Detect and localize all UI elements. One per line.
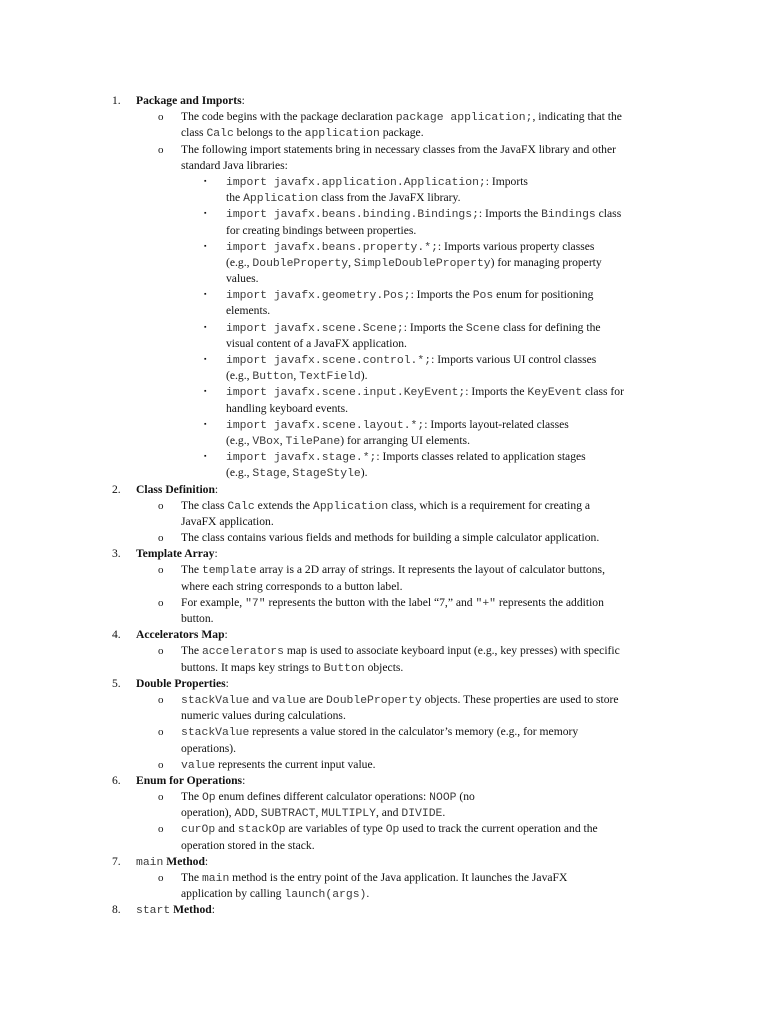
circle-bullet-icon: o — [158, 111, 164, 124]
code-span: import javafx.scene.layout.*; — [226, 419, 425, 432]
text-run: used to track the current operation and the — [399, 822, 598, 836]
sub-bullet-item — [0, 287, 768, 319]
text-run: The class — [181, 498, 228, 512]
text-line — [226, 239, 768, 255]
section-number: 7. — [112, 854, 121, 868]
text-run: , — [315, 806, 322, 820]
text-line — [181, 109, 768, 125]
text-line — [181, 643, 768, 659]
text-line — [181, 530, 768, 546]
circle-bullet-icon: o — [158, 758, 164, 771]
text-run: application by calling — [181, 887, 285, 901]
text-line — [181, 158, 768, 174]
sub-bullet-item — [0, 206, 768, 238]
text-run: package. — [379, 126, 424, 140]
text-line — [226, 417, 768, 433]
bullet-item — [0, 498, 768, 530]
section-heading — [0, 854, 768, 870]
bullet-item — [0, 789, 768, 821]
text-run: , indicating that the — [532, 110, 622, 124]
circle-bullet-icon: o — [158, 791, 164, 804]
code-span: Scene — [465, 322, 501, 335]
text-run: : Imports the — [465, 385, 528, 399]
bullet-item — [0, 821, 768, 853]
text-run: for creating bindings between properties. — [226, 223, 417, 237]
text-line — [181, 125, 768, 141]
circle-bullet-icon: o — [158, 564, 164, 577]
code-span: main — [201, 873, 230, 885]
text-line — [181, 595, 768, 611]
text-line — [226, 401, 768, 417]
code-span: Op — [385, 824, 400, 837]
text-run: (no — [456, 790, 475, 804]
text-run: the — [226, 191, 244, 205]
code-span: DIVIDE — [401, 808, 443, 821]
square-bullet-icon: ▪ — [204, 355, 207, 363]
text-line — [226, 336, 768, 352]
text-run: and — [215, 822, 238, 836]
section-heading — [0, 902, 768, 918]
text-run: : Imports various property classes — [437, 239, 595, 253]
text-run: (e.g., — [226, 255, 253, 269]
square-bullet-icon: ▪ — [204, 452, 207, 461]
square-bullet-icon: ▪ — [204, 241, 207, 250]
text-run: (e.g., — [226, 433, 253, 447]
circle-bullet-icon: o — [158, 143, 164, 156]
section-heading — [0, 93, 768, 109]
sub-bullet-item — [0, 320, 768, 352]
text-line — [226, 303, 768, 319]
bullet-item — [0, 530, 768, 546]
code-span: main — [136, 856, 164, 869]
square-bullet-icon: ▪ — [204, 387, 207, 396]
text-line — [226, 320, 768, 336]
text-run: buttons. It maps key strings to — [181, 660, 324, 674]
code-span: stackValue — [181, 694, 250, 707]
text-line — [226, 223, 768, 239]
bold-text: Method — [166, 854, 205, 868]
text-run: : — [214, 547, 218, 561]
sub-bullet-item — [0, 174, 768, 206]
text-line — [181, 741, 768, 757]
text-run: ). — [360, 369, 368, 383]
square-bullet-icon: ▪ — [204, 176, 207, 185]
code-span: Pos — [472, 290, 494, 303]
text-line — [181, 514, 768, 530]
section-number: 8. — [112, 903, 121, 917]
text-line — [136, 773, 768, 789]
text-run: class — [181, 126, 207, 140]
text-run: represents the current input value. — [215, 757, 376, 771]
section-number: 1. — [112, 94, 121, 107]
text-run: The class contains various fields and methods for building a simple calculator application. — [181, 531, 600, 545]
text-run: method is the entry point of the Java application. It launches the JavaFX — [229, 871, 568, 884]
text-run: , and — [375, 806, 402, 820]
bullet-item — [0, 757, 768, 773]
code-span: import javafx.scene.Scene; — [226, 322, 404, 335]
text-line — [181, 821, 768, 837]
circle-bullet-icon: o — [158, 693, 164, 706]
section-number: 3. — [112, 547, 121, 561]
code-span: Calc — [206, 128, 234, 141]
text-run: class for defining the — [500, 320, 601, 334]
text-run: map is used to associate keyboard input (e.g., key presses) with specific — [283, 644, 620, 658]
code-span: template — [201, 565, 257, 578]
text-run: The — [181, 871, 202, 884]
text-line — [136, 93, 768, 109]
text-run: operation stored in the stack. — [181, 838, 315, 852]
text-line — [136, 676, 768, 692]
text-run: : — [225, 676, 229, 690]
code-span: accelerators — [201, 646, 284, 659]
sub-bullet-item — [0, 417, 768, 449]
bullet-item — [0, 562, 768, 594]
text-line — [181, 757, 768, 773]
text-line — [181, 562, 768, 578]
text-run: class — [595, 207, 622, 221]
text-run: operations). — [181, 741, 237, 755]
text-line — [181, 789, 768, 805]
text-line — [226, 384, 768, 400]
code-span: SimpleDoubleProperty — [353, 257, 491, 270]
bold-text: Method — [173, 903, 212, 917]
section-number: 6. — [112, 773, 121, 787]
text-run: operation), — [181, 806, 235, 820]
section-heading — [0, 676, 768, 692]
text-run: handling keyboard events. — [226, 401, 349, 415]
text-run: represents the addition — [496, 595, 604, 609]
code-span: Calc — [227, 500, 255, 513]
text-line — [181, 870, 768, 886]
text-line — [136, 627, 768, 643]
code-span: import javafx.beans.property.*; — [226, 241, 438, 254]
bullet-item — [0, 109, 768, 141]
text-line — [226, 449, 768, 465]
text-line — [136, 546, 768, 562]
text-line — [181, 708, 768, 724]
code-span: value — [181, 759, 216, 772]
square-bullet-icon: ▪ — [204, 209, 207, 218]
circle-bullet-icon: o — [158, 532, 164, 545]
code-span: DoubleProperty — [326, 694, 422, 707]
section-number: 4. — [112, 628, 121, 642]
document-body — [0, 93, 768, 919]
text-run: : Imports — [485, 174, 528, 188]
text-run: values. — [226, 272, 259, 286]
code-span: Application — [312, 500, 389, 513]
text-run: For example, — [181, 595, 246, 609]
code-span: TextField — [299, 371, 361, 384]
circle-bullet-icon: o — [158, 823, 164, 836]
text-run: The code begins with the package declaration — [181, 110, 396, 124]
text-run: class for — [582, 385, 624, 399]
text-line — [181, 886, 768, 902]
text-run: : — [224, 628, 228, 642]
text-line — [226, 206, 768, 222]
text-run: , — [279, 433, 286, 447]
code-span: launch(args) — [284, 889, 367, 902]
bold-text: Double Properties — [136, 676, 226, 690]
text-run: : Imports the — [478, 207, 542, 221]
text-run: , — [348, 255, 354, 269]
text-run: ) for managing property — [490, 255, 602, 269]
text-run: , — [286, 466, 293, 480]
text-line — [181, 692, 768, 708]
text-line — [181, 142, 768, 158]
text-run: objects. — [364, 660, 404, 674]
code-span: Button — [323, 662, 365, 675]
code-span: TilePane — [285, 435, 341, 448]
section-heading — [0, 773, 768, 789]
text-run: The — [181, 644, 202, 658]
text-run: (e.g., — [226, 466, 253, 480]
bullet-item — [0, 724, 768, 756]
code-span: MULTIPLY — [321, 808, 376, 821]
text-run: visual content of a JavaFX application. — [226, 336, 407, 350]
text-run: elements. — [226, 304, 271, 318]
text-run: , — [254, 806, 261, 820]
code-span: import javafx.scene.control.*; — [226, 355, 432, 367]
text-line — [226, 368, 768, 384]
text-run: are variables of type — [285, 822, 386, 836]
code-span: "7" — [245, 597, 266, 610]
code-span: import javafx.geometry.Pos; — [226, 290, 411, 303]
text-line — [181, 724, 768, 740]
text-run: The following import statements bring in necessary classes from the JavaFX library and other — [181, 142, 616, 156]
text-run: objects. These properties are used to store — [421, 692, 619, 706]
circle-bullet-icon: o — [158, 499, 164, 512]
square-bullet-icon: ▪ — [204, 322, 207, 331]
text-line — [226, 465, 768, 481]
text-run: : — [214, 482, 219, 496]
text-run: : — [242, 773, 246, 787]
text-line — [181, 579, 768, 595]
text-run: : — [211, 903, 215, 917]
text-line — [226, 287, 768, 303]
text-line — [136, 902, 768, 918]
bullet-item — [0, 870, 768, 902]
text-line — [226, 352, 768, 368]
text-run: class, which is a requirement for creating a — [388, 498, 591, 512]
text-run: (e.g., — [226, 369, 253, 383]
text-line — [226, 255, 768, 271]
code-span: Bindings — [541, 209, 596, 222]
text-run: JavaFX application. — [181, 514, 274, 528]
bold-text: Enum for Operations — [136, 773, 243, 787]
code-span: ADD — [234, 808, 255, 821]
text-run: , — [293, 369, 300, 383]
bold-text: Accelerators Map — [136, 628, 225, 642]
text-run: are — [306, 692, 327, 706]
text-run: . — [366, 887, 370, 901]
bold-text: Package and Imports — [136, 94, 242, 107]
text-run: class from the JavaFX library. — [318, 191, 461, 205]
text-run: belongs to the — [233, 126, 305, 140]
bold-text: Class Definition — [136, 482, 215, 496]
text-run: extends the — [254, 498, 313, 512]
code-span: Stage — [252, 468, 287, 481]
text-run: enum defines different calculator operations: — [215, 790, 430, 804]
code-span: Op — [201, 792, 216, 805]
section-heading — [0, 627, 768, 643]
text-run: : Imports classes related to application stages — [376, 450, 586, 464]
code-span: value — [271, 694, 307, 707]
text-line — [226, 433, 768, 449]
text-run: The — [181, 790, 202, 804]
code-span: StageStyle — [292, 468, 361, 481]
bold-text: Template Array — [136, 547, 215, 561]
text-run: The — [181, 563, 202, 577]
code-span: Application — [243, 193, 319, 206]
code-span: DoubleProperty — [252, 257, 349, 270]
section-heading — [0, 546, 768, 562]
code-span: Button — [252, 371, 294, 384]
text-run: : Imports layout-related classes — [424, 417, 569, 431]
sub-bullet-item — [0, 239, 768, 288]
bullet-item — [0, 142, 768, 174]
code-span: SUBTRACT — [260, 808, 316, 821]
text-run: numeric values during calculations. — [181, 709, 346, 723]
section-heading — [0, 482, 768, 498]
text-line — [181, 838, 768, 854]
text-run: : Imports various UI control classes — [431, 353, 597, 366]
text-run: : — [241, 94, 245, 107]
text-line — [226, 174, 768, 190]
text-line — [181, 498, 768, 514]
sub-bullet-item — [0, 449, 768, 481]
text-run: : Imports the — [410, 288, 473, 302]
text-run: array is a 2D array of strings. It represents the layout of calculator buttons, — [256, 563, 605, 577]
bullet-item — [0, 692, 768, 724]
code-span: application — [304, 128, 380, 141]
square-bullet-icon: ▪ — [204, 290, 207, 299]
code-span: package application; — [395, 112, 533, 125]
text-run: : — [204, 854, 209, 868]
code-span: import javafx.beans.binding.Bindings; — [226, 209, 479, 222]
code-span: curOp — [181, 824, 216, 837]
text-run: button. — [181, 612, 214, 625]
text-line — [181, 611, 768, 627]
text-line — [136, 482, 768, 498]
text-line — [226, 271, 768, 287]
code-span: stackOp — [237, 824, 286, 837]
circle-bullet-icon: o — [158, 872, 164, 884]
bullet-item — [0, 643, 768, 675]
code-span: "+" — [475, 597, 497, 610]
text-run: standard Java libraries: — [181, 158, 288, 172]
text-line — [181, 805, 768, 821]
text-line — [226, 190, 768, 206]
text-run: : Imports the — [403, 320, 466, 334]
text-run: represents the button with the label “7,” and — [265, 595, 476, 609]
circle-bullet-icon: o — [158, 726, 164, 739]
text-run: where each string corresponds to a button label. — [181, 579, 403, 593]
text-run: represents a value stored in the calculator’s memory (e.g., for memory — [249, 725, 579, 739]
code-span: import javafx.scene.input.KeyEvent; — [226, 387, 466, 400]
text-line — [136, 854, 768, 870]
circle-bullet-icon: o — [158, 596, 164, 609]
code-span: import javafx.application.Application; — [226, 176, 486, 189]
text-run: ). — [360, 466, 368, 480]
code-span: VBox — [252, 435, 280, 448]
code-span: KeyEvent — [527, 387, 583, 400]
section-number: 5. — [112, 676, 121, 690]
text-run: . — [442, 806, 446, 820]
code-span: NOOP — [429, 792, 457, 805]
code-span: stackValue — [181, 727, 250, 740]
sub-bullet-item — [0, 352, 768, 384]
text-run: ) for arranging UI elements. — [340, 433, 470, 447]
sub-bullet-item — [0, 384, 768, 416]
text-run: enum for positioning — [493, 288, 594, 302]
circle-bullet-icon: o — [158, 645, 164, 658]
square-bullet-icon: ▪ — [204, 419, 207, 428]
bullet-item — [0, 595, 768, 627]
section-number: 2. — [112, 482, 121, 496]
code-span: import javafx.stage.*; — [226, 452, 377, 465]
code-span: start — [136, 905, 171, 918]
text-line — [181, 660, 768, 676]
text-run: and — [249, 692, 272, 706]
